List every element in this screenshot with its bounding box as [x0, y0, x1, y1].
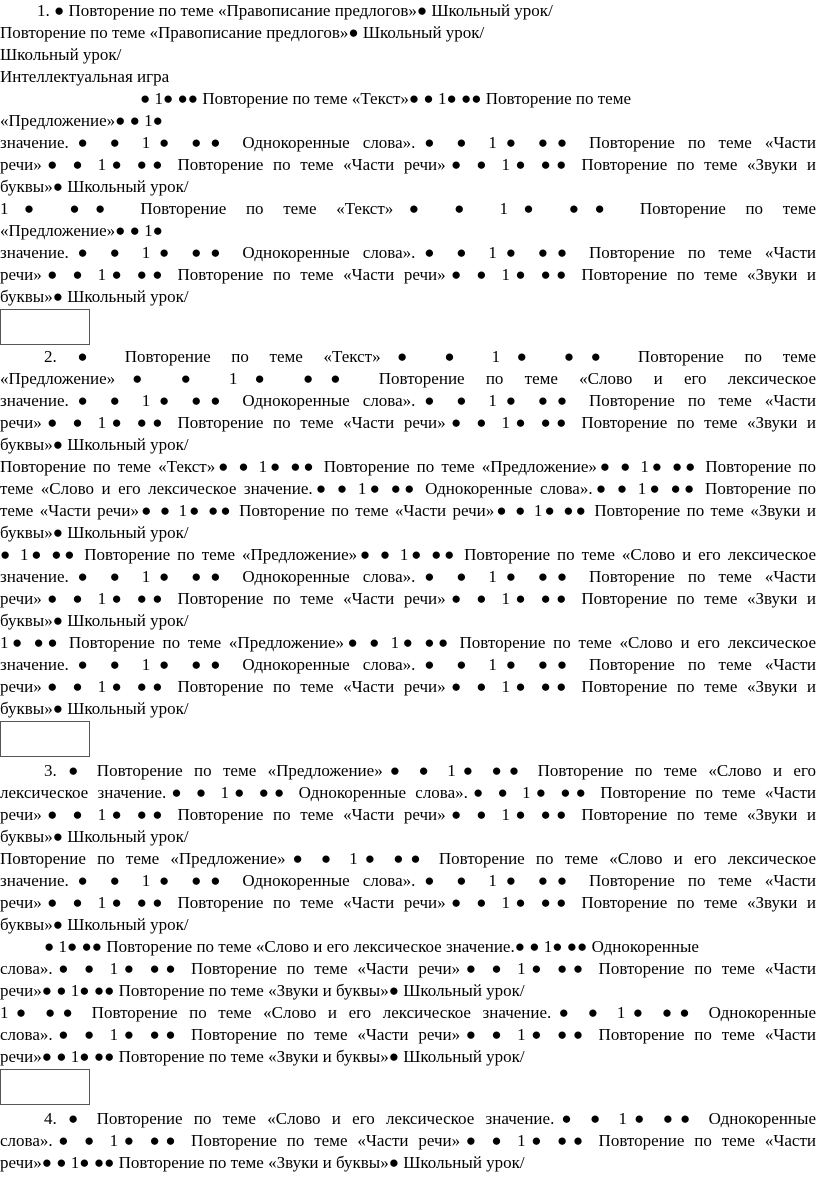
- text-line: теме «Слово и его лексическое значение.● ● 1● ●● Однокоренные слова».● ● 1● ●● Повторение по: [0, 479, 816, 498]
- text-line: слова».● ● 1● ●● Повторение по теме «Части речи»● ● 1● ●● Повторение по теме «Части: [0, 1131, 816, 1150]
- text-line: ● 1● ●● Повторение по теме «Текст»● ● 1● ●● Повторение по теме: [140, 89, 631, 108]
- text-line: «Предложение»● ● 1● ●● Повторение по теме «Слово и его лексическое: [0, 369, 816, 388]
- text-line: речи»● ● 1● ●● Повторение по теме «Части речи»● ● 1● ●● Повторение по теме «Звуки и: [0, 805, 816, 824]
- text-line: речи»● ● 1● ●● Повторение по теме «Части речи»● ● 1● ●● Повторение по теме «Звуки и: [0, 893, 816, 912]
- text-line: слова».● ● 1● ●● Повторение по теме «Части речи»● ● 1● ●● Повторение по теме «Части: [0, 959, 816, 978]
- text-line: лексическое значение.● ● 1● ●● Однокоренные слова».● ● 1● ●● Повторение по теме «Части: [0, 783, 816, 802]
- text-line: речи»● ● 1● ●● Повторение по теме «Звуки и буквы»● Школьный урок/: [0, 1047, 525, 1066]
- text-line: буквы»● Школьный урок/: [0, 827, 189, 846]
- text-line: речи»● ● 1● ●● Повторение по теме «Звуки и буквы»● Школьный урок/: [0, 981, 525, 1000]
- text-line: Повторение по теме «Предложение»● ● 1● ●● Повторение по теме «Слово и его лексическое: [0, 849, 816, 868]
- text-line: 1. ● Повторение по теме «Правописание предлогов»● Школьный урок/: [37, 1, 553, 20]
- text-line: значение.● ● 1● ●● Однокоренные слова».● ● 1● ●● Повторение по теме «Части: [0, 567, 816, 586]
- text-line: Школьный урок/: [0, 45, 122, 64]
- text-line: значение.● ● 1● ●● Однокоренные слова».● ● 1● ●● Повторение по теме «Части: [0, 655, 816, 674]
- text-line: 3. ● Повторение по теме «Предложение»● ● 1● ●● Повторение по теме «Слово и его: [44, 761, 816, 780]
- text-line: буквы»● Школьный урок/: [0, 287, 189, 306]
- text-line: буквы»● Школьный урок/: [0, 699, 189, 718]
- text-line: ● 1● ●● Повторение по теме «Предложение»● ● 1● ●● Повторение по теме «Слово и его лексическое: [0, 545, 816, 564]
- text-line: речи»● ● 1● ●● Повторение по теме «Части речи»● ● 1● ●● Повторение по теме «Звуки и: [0, 413, 816, 432]
- text-line: Повторение по теме «Правописание предлогов»● Школьный урок/: [0, 23, 485, 42]
- empty-answer-box-2[interactable]: [0, 721, 90, 757]
- text-line: речи»● ● 1● ●● Повторение по теме «Части речи»● ● 1● ●● Повторение по теме «Звуки и: [0, 155, 816, 174]
- text-line: ● 1● ●● Повторение по теме «Слово и его лексическое значение.● ● 1● ●● Однокоренные: [44, 937, 699, 956]
- text-line: речи»● ● 1● ●● Повторение по теме «Части речи»● ● 1● ●● Повторение по теме «Звуки и: [0, 589, 816, 608]
- text-line: 2. ● Повторение по теме «Текст»● ● 1● ●● Повторение по теме: [44, 347, 816, 366]
- text-line: речи»● ● 1● ●● Повторение по теме «Части речи»● ● 1● ●● Повторение по теме «Звуки и: [0, 265, 816, 284]
- text-line: 1● ●● Повторение по теме «Текст»● ● 1● ●● Повторение по теме: [0, 199, 816, 218]
- text-line: буквы»● Школьный урок/: [0, 435, 189, 454]
- text-line: речи»● ● 1● ●● Повторение по теме «Части речи»● ● 1● ●● Повторение по теме «Звуки и: [0, 677, 816, 696]
- text-line: речи»● ● 1● ●● Повторение по теме «Звуки и буквы»● Школьный урок/: [0, 1153, 525, 1172]
- text-line: значение.● ● 1● ●● Однокоренные слова».● ● 1● ●● Повторение по теме «Части: [0, 133, 816, 152]
- text-line: буквы»● Школьный урок/: [0, 177, 189, 196]
- text-line: теме «Части речи»● ● 1● ●● Повторение по теме «Части речи»● ● 1● ●● Повторение по теме «Звуки и: [0, 501, 816, 520]
- text-line: значение.● ● 1● ●● Однокоренные слова».● ● 1● ●● Повторение по теме «Части: [0, 391, 816, 410]
- text-line: слова».● ● 1● ●● Повторение по теме «Части речи»● ● 1● ●● Повторение по теме «Части: [0, 1025, 816, 1044]
- text-line: Повторение по теме «Текст»● ● 1● ●● Повторение по теме «Предложение»● ● 1● ●● Повторение по: [0, 457, 816, 476]
- text-line: значение.● ● 1● ●● Однокоренные слова».● ● 1● ●● Повторение по теме «Части: [0, 243, 816, 262]
- empty-answer-box-3[interactable]: [0, 1069, 90, 1105]
- text-line: 4. ● Повторение по теме «Слово и его лексическое значение.● ● 1● ●● Однокоренные: [44, 1109, 816, 1128]
- text-line: значение.● ● 1● ●● Однокоренные слова».● ● 1● ●● Повторение по теме «Части: [0, 871, 816, 890]
- empty-answer-box-1[interactable]: [0, 309, 90, 345]
- text-line: буквы»● Школьный урок/: [0, 915, 189, 934]
- text-line: Интеллектуальная игра: [0, 67, 170, 86]
- text-line: «Предложение»● ● 1●: [0, 111, 163, 130]
- text-line: буквы»● Школьный урок/: [0, 611, 189, 630]
- text-line: 1● ●● Повторение по теме «Предложение»● ● 1● ●● Повторение по теме «Слово и его лексическое: [0, 633, 816, 652]
- text-line: буквы»● Школьный урок/: [0, 523, 189, 542]
- text-line: 1● ●● Повторение по теме «Слово и его лексическое значение.● ● 1● ●● Однокоренные: [0, 1003, 816, 1022]
- text-line: «Предложение»● ● 1●: [0, 221, 163, 240]
